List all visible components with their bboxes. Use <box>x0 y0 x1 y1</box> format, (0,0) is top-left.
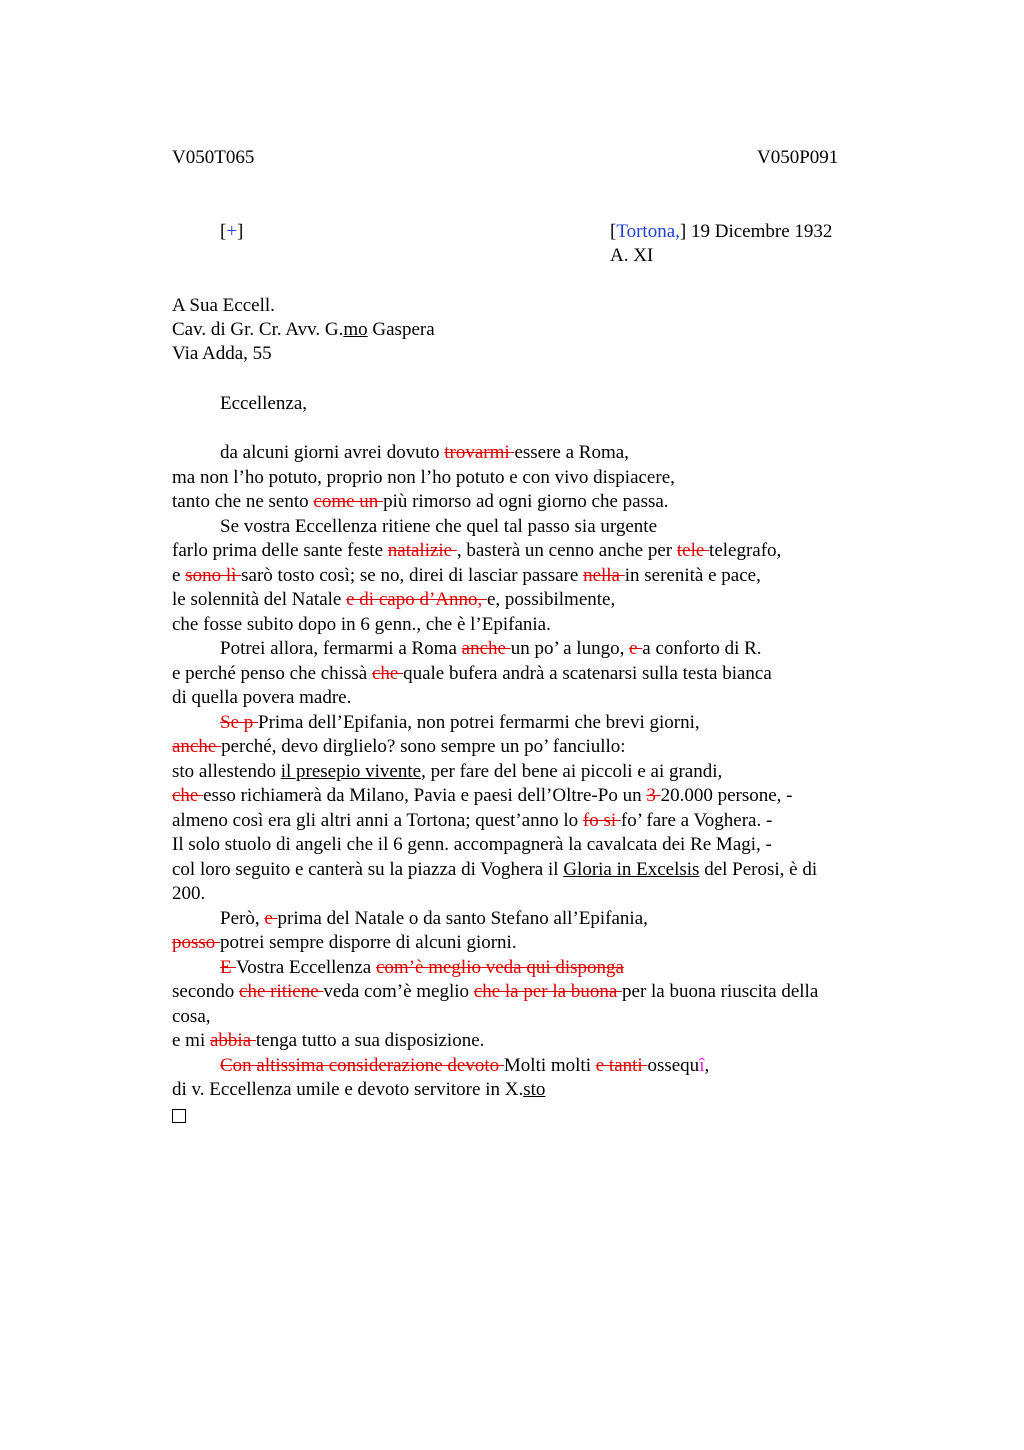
text-line: E Vostra Eccellenza com’è meglio veda qui disponga <box>220 956 624 978</box>
address-line-3: Via Adda, 55 <box>172 343 272 364</box>
text-line: che esso richiamerà da Milano, Pavia e paesi dell’Oltre-Po un 3 20.000 persone, - <box>172 785 793 806</box>
dateline-date: ] 19 Dicembre 1932 <box>679 221 833 242</box>
text-line: e mi abbia tenga tutto a sua disposizione. <box>172 1030 485 1051</box>
text-line: secondo che ritiene veda com’è meglio che la per la buona per la buona riuscita della <box>172 981 819 1002</box>
text-line: tanto che ne sento come un più rimorso ad ogni giorno che passa. <box>172 491 669 512</box>
square-icon <box>172 1109 186 1123</box>
dateline: [Tortona,] 19 Dicembre 1932 <box>610 221 833 242</box>
text-line: Potrei allora, fermarmi a Roma anche un po’ a lungo, e a conforto di R. <box>220 638 762 659</box>
text-line: anche perché, devo dirglielo? sono sempre un po’ fanciullo: <box>172 736 626 757</box>
text-line: di quella povera madre. <box>172 687 352 708</box>
end-marker <box>172 1103 892 1128</box>
text-line: di v. Eccellenza umile e devoto servitore in X.sto <box>172 1079 546 1100</box>
letter-body <box>172 441 892 1127</box>
text-line: 200. <box>172 883 206 904</box>
document-code-left: V050T065 <box>172 147 255 168</box>
salutation: Eccellenza, <box>220 393 308 414</box>
text-line: e sono lì sarò tosto così; se no, direi di lasciar passare nella in serenità e pace, <box>172 564 761 586</box>
text-line: Però, e prima del Natale o da santo Stefano all’Epifania, <box>220 907 648 929</box>
address-line-2: Cav. di Gr. Cr. Avv. G.mo Gaspera <box>172 319 435 340</box>
text-line: e perché penso che chissà che quale bufera andrà a scatenarsi sulla testa bianca <box>172 662 772 684</box>
text-line: le solennità del Natale e di capo d’Anno, e, possibilmente, <box>172 589 616 610</box>
address-line-1: A Sua Eccell. <box>172 295 275 316</box>
dateline-era: A. XI <box>610 245 654 266</box>
plus-icon: + <box>226 221 238 242</box>
text-line: da alcuni giorni avrei dovuto trovarmi essere a Roma, <box>220 442 629 463</box>
text-line: che fosse subito dopo in 6 genn., che è l’Epifania. <box>172 613 551 635</box>
text-line: Con altissima considerazione devoto Molti molti e tanti ossequî, <box>220 1054 710 1076</box>
text-line: Se p Prima dell’Epifania, non potrei fermarmi che brevi giorni, <box>220 711 700 733</box>
text-line: cosa, <box>172 1005 211 1027</box>
editorial-marker: [+] <box>220 221 244 242</box>
text-line: almeno così era gli altri anni a Tortona; quest’anno lo fo si fo’ fare a Voghera. - <box>172 809 773 831</box>
text-line: ma non l’ho potuto, proprio non l’ho potuto e con vivo dispiacere, <box>172 466 675 488</box>
text-line: col loro seguito e canterà su la piazza di Voghera il Gloria in Excelsis del Perosi, è di <box>172 858 818 880</box>
text-line: Il solo stuolo di angeli che il 6 genn. accompagnerà la cavalcata dei Re Magi, - <box>172 834 772 855</box>
text-line: posso potrei sempre disporre di alcuni giorni. <box>172 932 517 953</box>
document-code-right: V050P091 <box>757 147 839 168</box>
text-line: sto allestendo il presepio vivente, per fare del bene ai piccoli e ai grandi, <box>172 760 723 782</box>
text-line: farlo prima delle sante feste natalizie , basterà un cenno anche per tele telegrafo, <box>172 540 782 561</box>
text-line: Se vostra Eccellenza ritiene che quel tal passo sia urgente <box>220 515 657 537</box>
dateline-place: Tortona, <box>616 221 680 242</box>
